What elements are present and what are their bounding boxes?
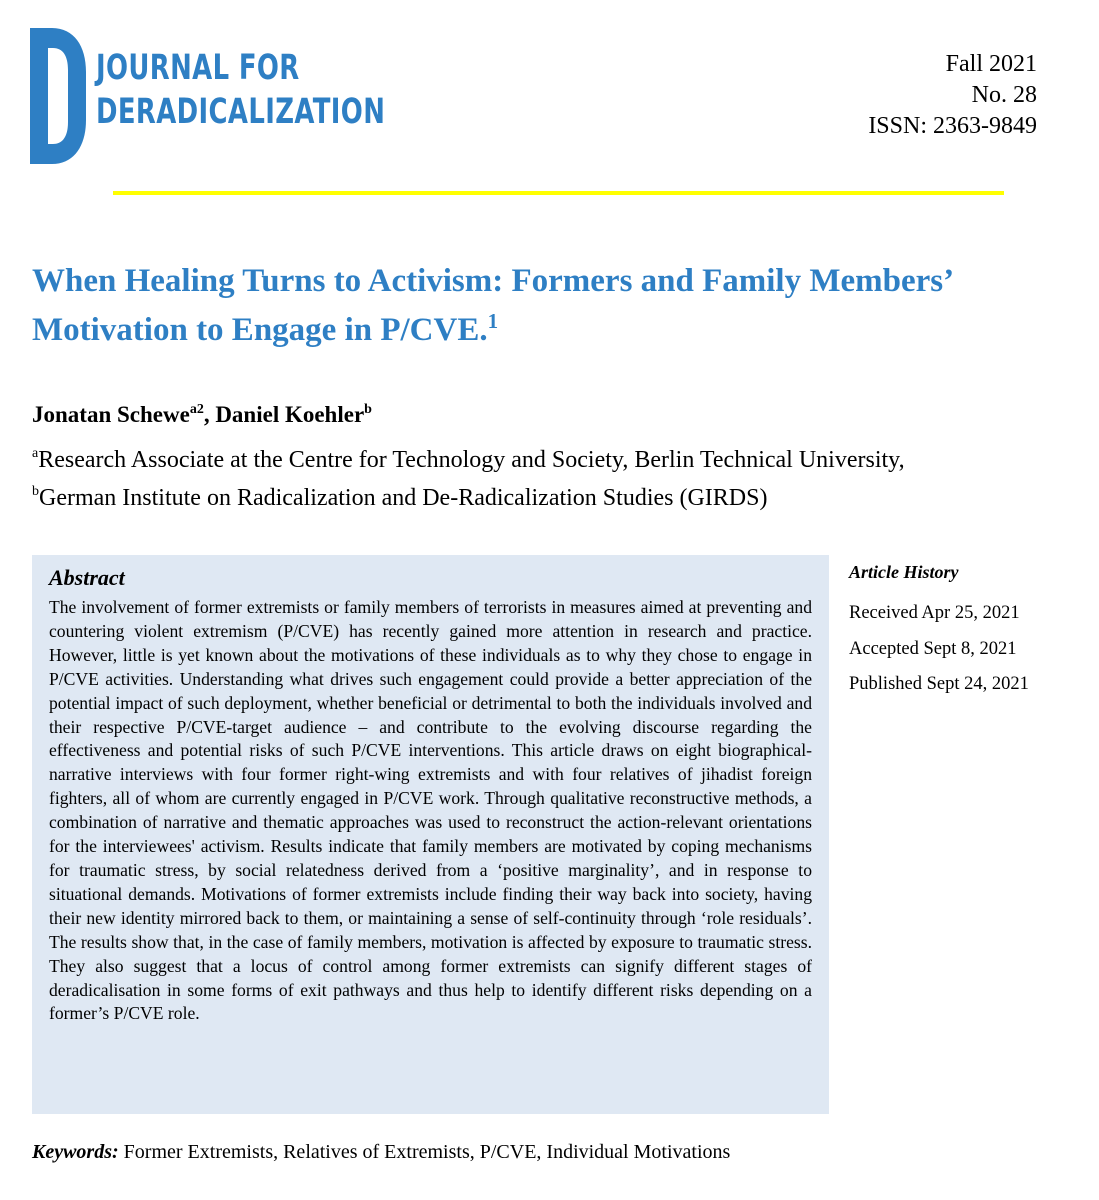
issue-number: No. 28	[971, 82, 1037, 108]
abstract-text: The involvement of former extremists or family members of terrorists in measures aimed at preventing and countering violent extremism (P/CVE) has recently gained more attention in research and practice. However, little is yet known about the motivations of these individuals as to why they chose to engage in P/CVE activities. Understanding what drives such engagement could provide a better appreciation of the potential impact of such deployment, whether beneficial or detrimental to both the individuals involved and their respective P/CVE-target audience – and contribute to the evolving discourse regarding the effectiveness and potential risks of such P/CVE interventions. This article draws on eight biographical-narrative interviews with four former right-wing extremists and with four relatives of jihadist foreign fighters, all of whom are currently engaged in P/CVE work. Through qualitative reconstructive methods, a combination of narrative and thematic approaches was used to reconstruct the action-relevant orientations for the interviewees' activism. Results indicate that family members are motivated by coping mechanisms for traumatic stress, by social relatedness derived from a ‘positive marginality’, and in response to situational demands. Motivations of former extremists include finding their way back into society, having their new identity mirrored back to them, or maintaining a sense of self-continuity through ‘role residuals’. The results show that, in the case of family members, motivation is affected by exposure to traumatic stress. They also suggest that a locus of control among former extremists can signify different stages of deradicalisation in some forms of exit pathways and thus help to identify different risks depending on a former’s P/CVE role.	[49, 597, 812, 1024]
affiliation-item	[32, 479, 905, 517]
journal-logo-text	[96, 46, 385, 134]
article-title	[32, 257, 1092, 355]
affiliation-item	[32, 441, 905, 479]
affiliation-list	[32, 441, 905, 517]
affiliation-marker: b	[32, 484, 39, 499]
title-footnote-marker[interactable]: 1	[487, 309, 499, 333]
author-list	[32, 402, 372, 428]
issue-info	[868, 49, 1037, 142]
history-accepted: Accepted Sept 8, 2021	[849, 638, 1017, 659]
affiliation-text: German Institute on Radicalization and De-Radicalization Studies (GIRDS)	[39, 485, 768, 511]
issue-season: Fall 2021	[945, 51, 1037, 77]
header-divider	[113, 191, 1004, 195]
issue-issn: ISSN: 2363-9849	[868, 113, 1037, 139]
author-name: Jonatan Schewe	[32, 402, 190, 427]
keywords-label: Keywords:	[32, 1141, 119, 1163]
author-affiliation-marker: a2	[189, 402, 204, 417]
author-name: Daniel Koehler	[215, 402, 365, 427]
author-separator: ,	[203, 402, 216, 427]
journal-d-logo-icon	[30, 28, 86, 164]
history-published: Published Sept 24, 2021	[849, 674, 1029, 694]
affiliation-text: Research Associate at the Centre for Technology and Society, Berlin Technical University,	[38, 447, 905, 473]
article-history	[849, 562, 1029, 703]
abstract-box	[32, 555, 829, 1114]
author-affiliation-marker: b	[364, 402, 372, 417]
article-history-heading: Article History	[849, 562, 959, 582]
journal-logo	[30, 28, 386, 168]
journal-name-line1: JOURNAL FOR	[96, 48, 300, 88]
abstract-heading: Abstract	[49, 565, 125, 590]
history-received: Received Apr 25, 2021	[849, 603, 1020, 623]
keywords-text: Former Extremists, Relatives of Extremists, P/CVE, Individual Motivations	[123, 1141, 731, 1163]
journal-name-line2: DERADICALIZATION	[96, 92, 386, 132]
keywords	[32, 1141, 730, 1164]
article-title-text: When Healing Turns to Activism: Formers and Family Members’ Motivation to Engage in P/CVE.	[32, 263, 952, 348]
affiliation-marker: a	[32, 446, 39, 461]
